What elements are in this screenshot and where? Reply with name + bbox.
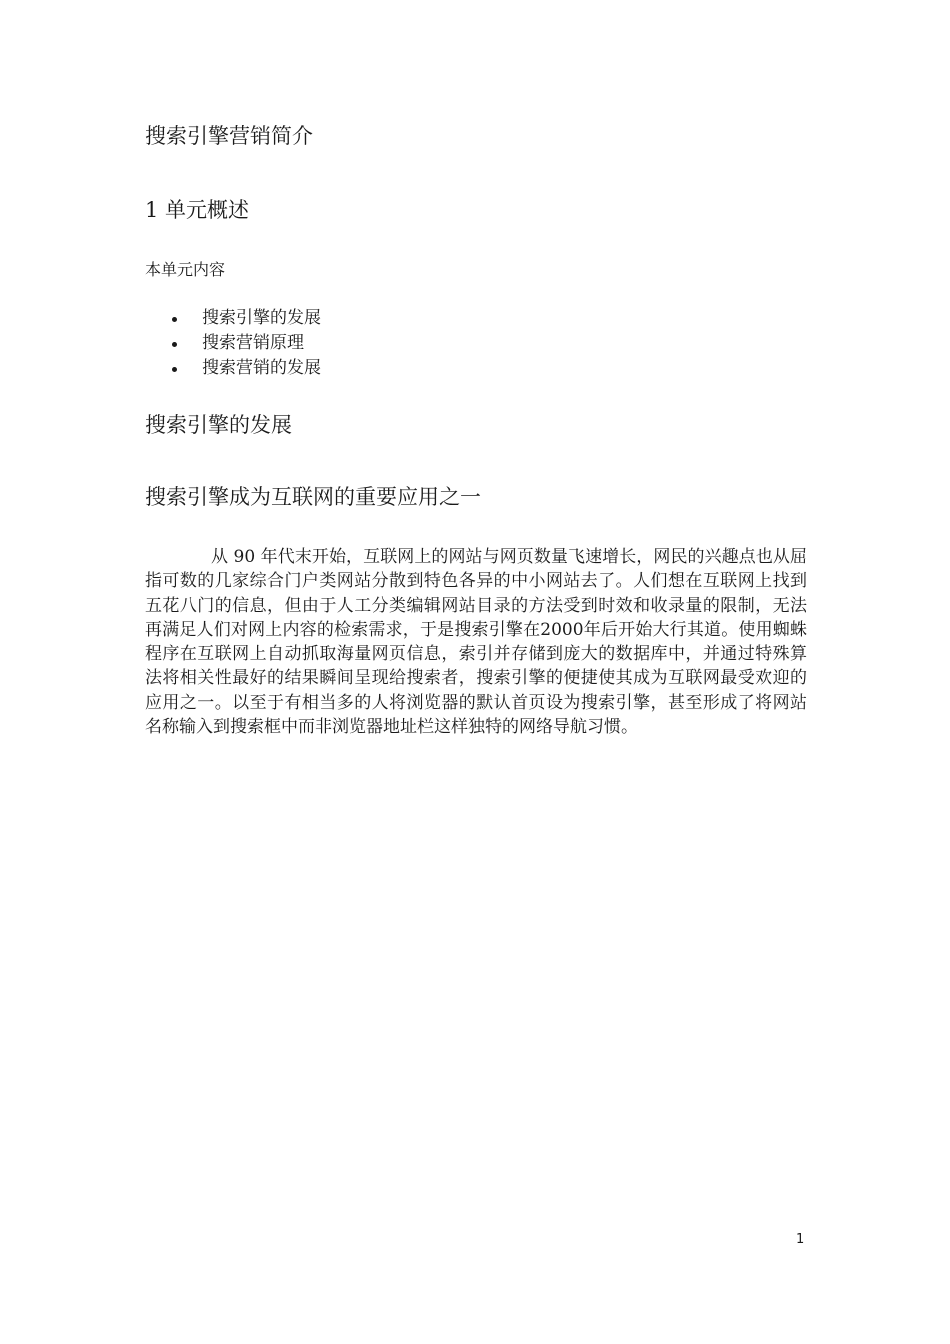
bullet-icon — [172, 367, 177, 372]
list-item-text: 搜索引擎的发展 — [202, 308, 321, 328]
list-item-text: 搜索营销原理 — [202, 333, 304, 353]
list-item-text: 搜索营销的发展 — [202, 358, 321, 378]
document-title: 搜索引擎营销简介 — [145, 124, 313, 148]
unit-contents-list — [170, 306, 321, 381]
unit-contents-label: 本单元内容 — [145, 260, 226, 279]
section-heading: 搜索引擎的发展 — [145, 413, 292, 437]
subsection-heading: 搜索引擎成为互联网的重要应用之一 — [145, 485, 481, 509]
unit-heading: 1 单元概述 — [145, 198, 250, 222]
list-item — [170, 331, 321, 356]
list-item — [170, 356, 321, 381]
list-item — [170, 306, 321, 331]
page-number: 1 — [796, 1232, 805, 1247]
bullet-icon — [172, 342, 177, 347]
bullet-icon — [172, 317, 177, 322]
body-paragraph: 从 90 年代末开始，互联网上的网站与网页数量飞速增长，网民的兴趣点也从屈指可数的几家综合门户类网站分散到特色各异的中小网站去了。人们想在互联网上找到五花八门的信息，但由于人工分类编辑网站目录的方法受到时效和收录量的限制，无法再满足人们对网上内容的检索需求，于是搜索引擎在2000年后开始大行其道。使用蜘蛛程序在互联网上自动抓取海量网页信息，索引并存储到庞大的数据库中，并通过特殊算法将相关性最好的结果瞬间呈现给搜索者，搜索引擎的便捷使其成为互联网最受欢迎的应用之一。以至于有相当多的人将浏览器的默认首页设为搜索引擎，甚至形成了将网站名称输入到搜索框中而非浏览器地址栏这样独特的网络导航习惯。 — [145, 547, 807, 738]
